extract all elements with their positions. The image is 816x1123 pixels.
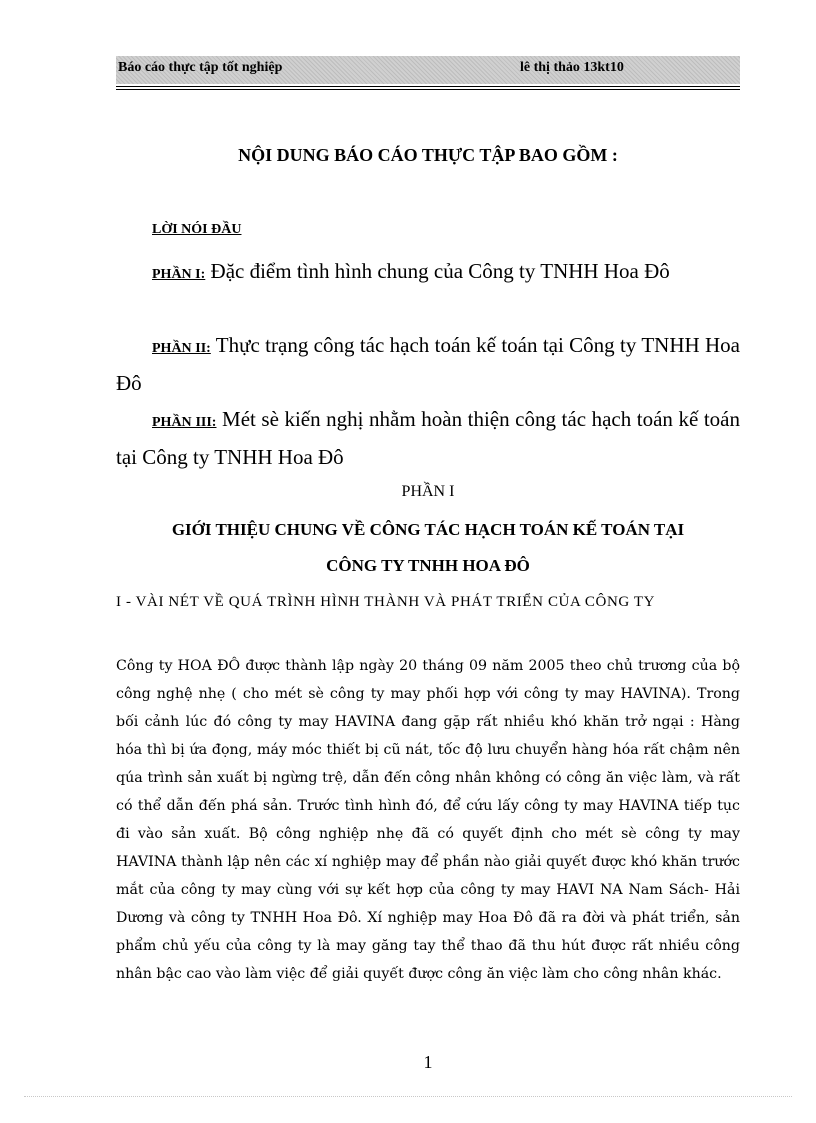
header-rule-bottom [116, 89, 740, 90]
header-rule-top [116, 86, 740, 87]
footer-rule [24, 1096, 792, 1097]
toc-item-part-1 [116, 254, 740, 292]
body-paragraph: Công ty HOA ĐÔ được thành lập ngày 20 tháng 09 năm 2005 theo chủ trương của bộ công nghệ nhẹ ( cho mét sè công ty may phối hợp với công ty may HAVINA). Trong bối cảnh lúc đó công ty may HAVINA đang gặp rất nhiều khó khăn trở ngại : Hàng hóa thì bị ứa đọng, máy móc thiết bị cũ nát, tốc độ lưu chuyển hàng hóa rất chậm nên qúa trình sản xuất bị ngừng trệ, dẫn đến công nhân không có công ăn việc làm, và rất có thể dẫn đến phá sản. Trước tình hình đó, để cứu lấy công ty may HAVINA tiếp tục đi vào sản xuất. Bộ công nghiệp nhẹ đã có quyết định cho mét sè công ty may HAVINA thành lập nên các xí nghiệp may để phần nào giải quyết được khó khăn trước mắt của công ty may cùng với sự kết hợp của công ty may HAVI NA Nam Sách- Hải Dương và công ty TNHH Hoa Đô. Xí nghiệp may Hoa Đô đã ra đời và phát triển, sản phẩm chủ yếu của công ty là may găng tay thể thao đã thu hút được rất nhiều công nhân bậc cao vào làm việc để giải quyết được công ăn việc làm cho công nhân khác. [116, 658, 740, 982]
toc-item-label: PHẦN I: [152, 267, 206, 282]
toc-item-text: Đặc điểm tình hình chung của Công ty TNHH Hoa Đô [205, 259, 670, 283]
part-title-line-1: GIỚI THIỆU CHUNG VỀ CÔNG TÁC HẠCH TOÁN KẾ TOÁN TẠI [171, 520, 685, 539]
toc-item-label: PHẦN II: [152, 341, 211, 356]
toc-intro: LỜI NÓI ĐẦU [152, 222, 242, 237]
page-title: NỘI DUNG BÁO CÁO THỰC TẬP BAO GỒM : [238, 145, 618, 165]
toc-item-part-3 [116, 402, 740, 474]
toc-item-text: Thực trạng công tác hạch toán kế toán tại Công ty TNHH Hoa Đô [116, 333, 740, 395]
toc-item-part-2 [116, 328, 740, 400]
header-author: lê thị thảo 13kt10 [520, 60, 624, 75]
part-title [116, 512, 740, 584]
toc-item-text: Mét sè kiến nghị nhằm hoàn thiện công tác hạch toán kế toán tại Công ty TNHH Hoa Đô [116, 407, 740, 469]
page-header [116, 56, 740, 84]
page-number: 1 [423, 1052, 433, 1072]
part-title-line-2: CÔNG TY TNHH HOA ĐÔ [326, 556, 530, 575]
toc-item-label: PHẦN III: [152, 415, 217, 430]
section-heading: I - VÀI NÉT VỀ QUÁ TRÌNH HÌNH THÀNH VÀ PHÁT TRIỂN CỦA CÔNG TY [116, 594, 656, 610]
part-label: PHẦN I [401, 483, 455, 500]
header-report-title: Báo cáo thực tập tốt nghiệp [118, 60, 283, 75]
